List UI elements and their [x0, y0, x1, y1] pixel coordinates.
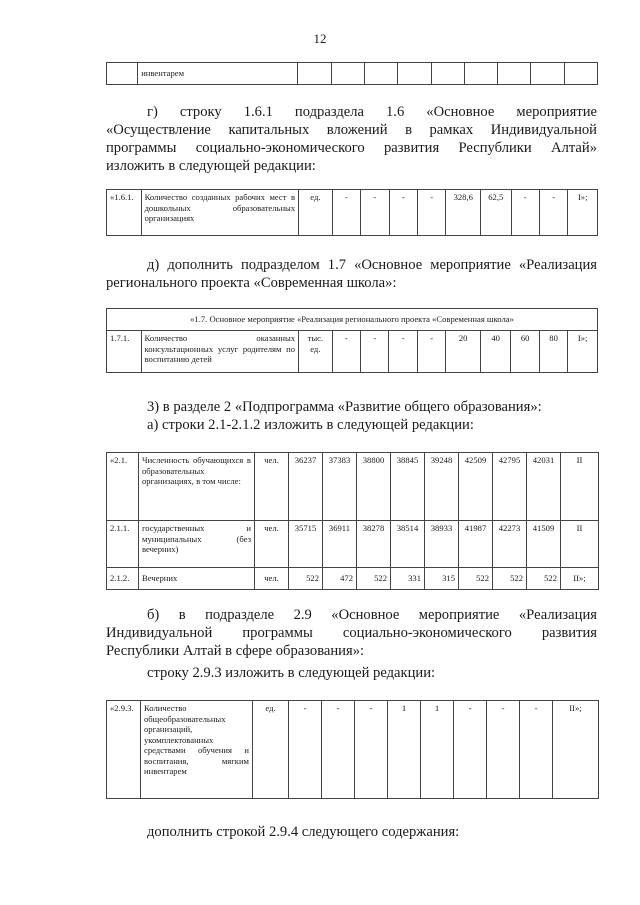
table-row-2-9-3: [106, 700, 599, 799]
text-line: б) в подразделе 2.9 «Основное мероприятие «Реализация: [147, 607, 597, 623]
table-cell: -: [511, 190, 539, 236]
table-cell: «2.9.3.: [107, 701, 141, 799]
table-cell: [431, 63, 464, 85]
text-line: регионального проекта «Современная школа»:: [106, 275, 397, 291]
text-line: строку 2.9.3 изложить в следующей редакции:: [147, 665, 436, 681]
table-cell: II»;: [553, 701, 599, 799]
page-number: 12: [313, 31, 327, 46]
table-cell: [107, 63, 138, 85]
table-cell: -: [520, 701, 553, 799]
paragraph-a: [106, 416, 597, 434]
table-row: [107, 331, 598, 373]
table-cell: -: [322, 701, 355, 799]
table-cell: [298, 63, 331, 85]
table-cell: [564, 63, 597, 85]
table-cell: чел.: [255, 521, 289, 568]
paragraph-last: [106, 823, 597, 841]
table-cell: [398, 63, 431, 85]
table-cell: тыс. ед.: [299, 331, 333, 373]
text-line: дополнить строкой 2.9.4 следующего содержания:: [147, 824, 460, 840]
text-line: г) строку 1.6.1 подраздела 1.6 «Основное мероприятие: [147, 104, 597, 120]
table-row: [107, 190, 598, 236]
text-line: программы социально-экономического развития Республики Алтай»: [106, 140, 597, 156]
table-cell: -: [332, 331, 360, 373]
table-section-1-7: [106, 308, 598, 373]
table-cell: II: [561, 521, 599, 568]
table-cell: 80: [539, 331, 567, 373]
table-cell: II»;: [561, 568, 599, 590]
table-cell: 42795: [493, 453, 527, 521]
table-cell: 522: [493, 568, 527, 590]
table-cell: -: [355, 701, 388, 799]
table-cell: -: [454, 701, 487, 799]
table-cell: 1: [421, 701, 454, 799]
paragraph-g: [106, 103, 597, 175]
table-cell: 331: [391, 568, 425, 590]
table-cell: 41987: [459, 521, 493, 568]
table-cell: 2.1.2.: [107, 568, 139, 590]
table-cell: 472: [323, 568, 357, 590]
section-header: «1.7. Основное мероприятие «Реализация регионального проекта «Современная школа»: [107, 309, 598, 331]
table-cell: -: [418, 190, 446, 236]
table-cell: чел.: [255, 453, 289, 521]
table-cell: -: [487, 701, 520, 799]
text-line: 3) в разделе 2 «Подпрограмма «Развитие общего образования»:: [147, 399, 542, 415]
text-line: а) строки 2.1-2.1.2 изложить в следующей редакции:: [147, 417, 474, 433]
table-cell: 1.7.1.: [107, 331, 142, 373]
table-cell: [331, 63, 364, 85]
table-cell: инвентарем: [138, 63, 298, 85]
table-cell: 522: [527, 568, 561, 590]
table-cell: 35715: [289, 521, 323, 568]
table-cell: 42273: [493, 521, 527, 568]
table-cell: 522: [289, 568, 323, 590]
table-cell: 1: [388, 701, 421, 799]
paragraph-3: [106, 398, 597, 416]
table-cell: I»;: [568, 331, 598, 373]
table-cell: 20: [446, 331, 481, 373]
table-cell: 60: [511, 331, 539, 373]
table-cell: государственных и муниципальных (без вечерних): [139, 521, 255, 568]
table-cell: Вечерних: [139, 568, 255, 590]
table-cell: 37383: [323, 453, 357, 521]
table-cell: «2.1.: [107, 453, 139, 521]
table-cell: -: [361, 190, 389, 236]
table-cell: -: [389, 190, 417, 236]
table-cell: «1.6.1.: [107, 190, 142, 236]
table-cell: 62,5: [481, 190, 511, 236]
table-cell: 38800: [357, 453, 391, 521]
table-cell: Численность обучающихся в образовательных организациях, в том числе:: [139, 453, 255, 521]
table-cell: 42509: [459, 453, 493, 521]
table-cell: 42031: [527, 453, 561, 521]
paragraph-b2: [106, 664, 597, 682]
table-cell: 522: [357, 568, 391, 590]
table-row: [107, 63, 598, 85]
table-row: [107, 453, 599, 521]
table-cell: -: [289, 701, 322, 799]
table-cell: 38845: [391, 453, 425, 521]
paragraph-b: [106, 606, 597, 660]
table-cell: [364, 63, 397, 85]
table-cell: ед.: [299, 190, 333, 236]
table-cell: 38514: [391, 521, 425, 568]
table-cell: 38933: [425, 521, 459, 568]
table-cell: 40: [480, 331, 510, 373]
text-line: изложить в следующей редакции:: [106, 158, 316, 174]
table-row-1-6-1: [106, 189, 598, 236]
paragraph-d: [106, 256, 597, 292]
text-line: Индивидуальной программы социально-экономического развития: [106, 625, 597, 641]
table-cell: 328,6: [446, 190, 481, 236]
table-cell: 41509: [527, 521, 561, 568]
table-row: [107, 568, 599, 590]
table-cell: чел.: [255, 568, 289, 590]
table-cell: 36237: [289, 453, 323, 521]
table-row: [107, 521, 599, 568]
table-header-row: [107, 309, 598, 331]
table-cell: 39248: [425, 453, 459, 521]
table-cell: 315: [425, 568, 459, 590]
table-cell: [531, 63, 564, 85]
table-cell: [498, 63, 531, 85]
text-line: Республики Алтай в сфере образования»:: [106, 643, 365, 659]
table-cell: -: [539, 190, 567, 236]
table-cell: 2.1.1.: [107, 521, 139, 568]
table-cell: Количество общеобразовательных организаций, укомплектованных средствами обучения и воспитания, мягким инвентарем: [141, 701, 253, 799]
table-continuation: [106, 62, 598, 85]
table-cell: -: [361, 331, 389, 373]
table-cell: II: [561, 453, 599, 521]
table-cell: 38278: [357, 521, 391, 568]
table-cell: 36911: [323, 521, 357, 568]
table-cell: 522: [459, 568, 493, 590]
table-cell: [464, 63, 497, 85]
table-cell: -: [332, 190, 360, 236]
table-cell: -: [389, 331, 417, 373]
table-cell: Количество созданных рабочих мест в дошкольных образовательных организациях: [141, 190, 299, 236]
text-line: д) дополнить подразделом 1.7 «Основное мероприятие «Реализация: [147, 257, 597, 273]
table-cell: I»;: [568, 190, 598, 236]
table-cell: ед.: [253, 701, 289, 799]
text-line: «Осуществление капитальных вложений в рамках Индивидуальной: [106, 122, 597, 138]
table-cell: -: [417, 331, 445, 373]
table-cell: Количество оказанных консультационных услуг родителям по воспитанию детей: [141, 331, 299, 373]
table-rows-2-1: [106, 452, 599, 590]
table-row: [107, 701, 599, 799]
